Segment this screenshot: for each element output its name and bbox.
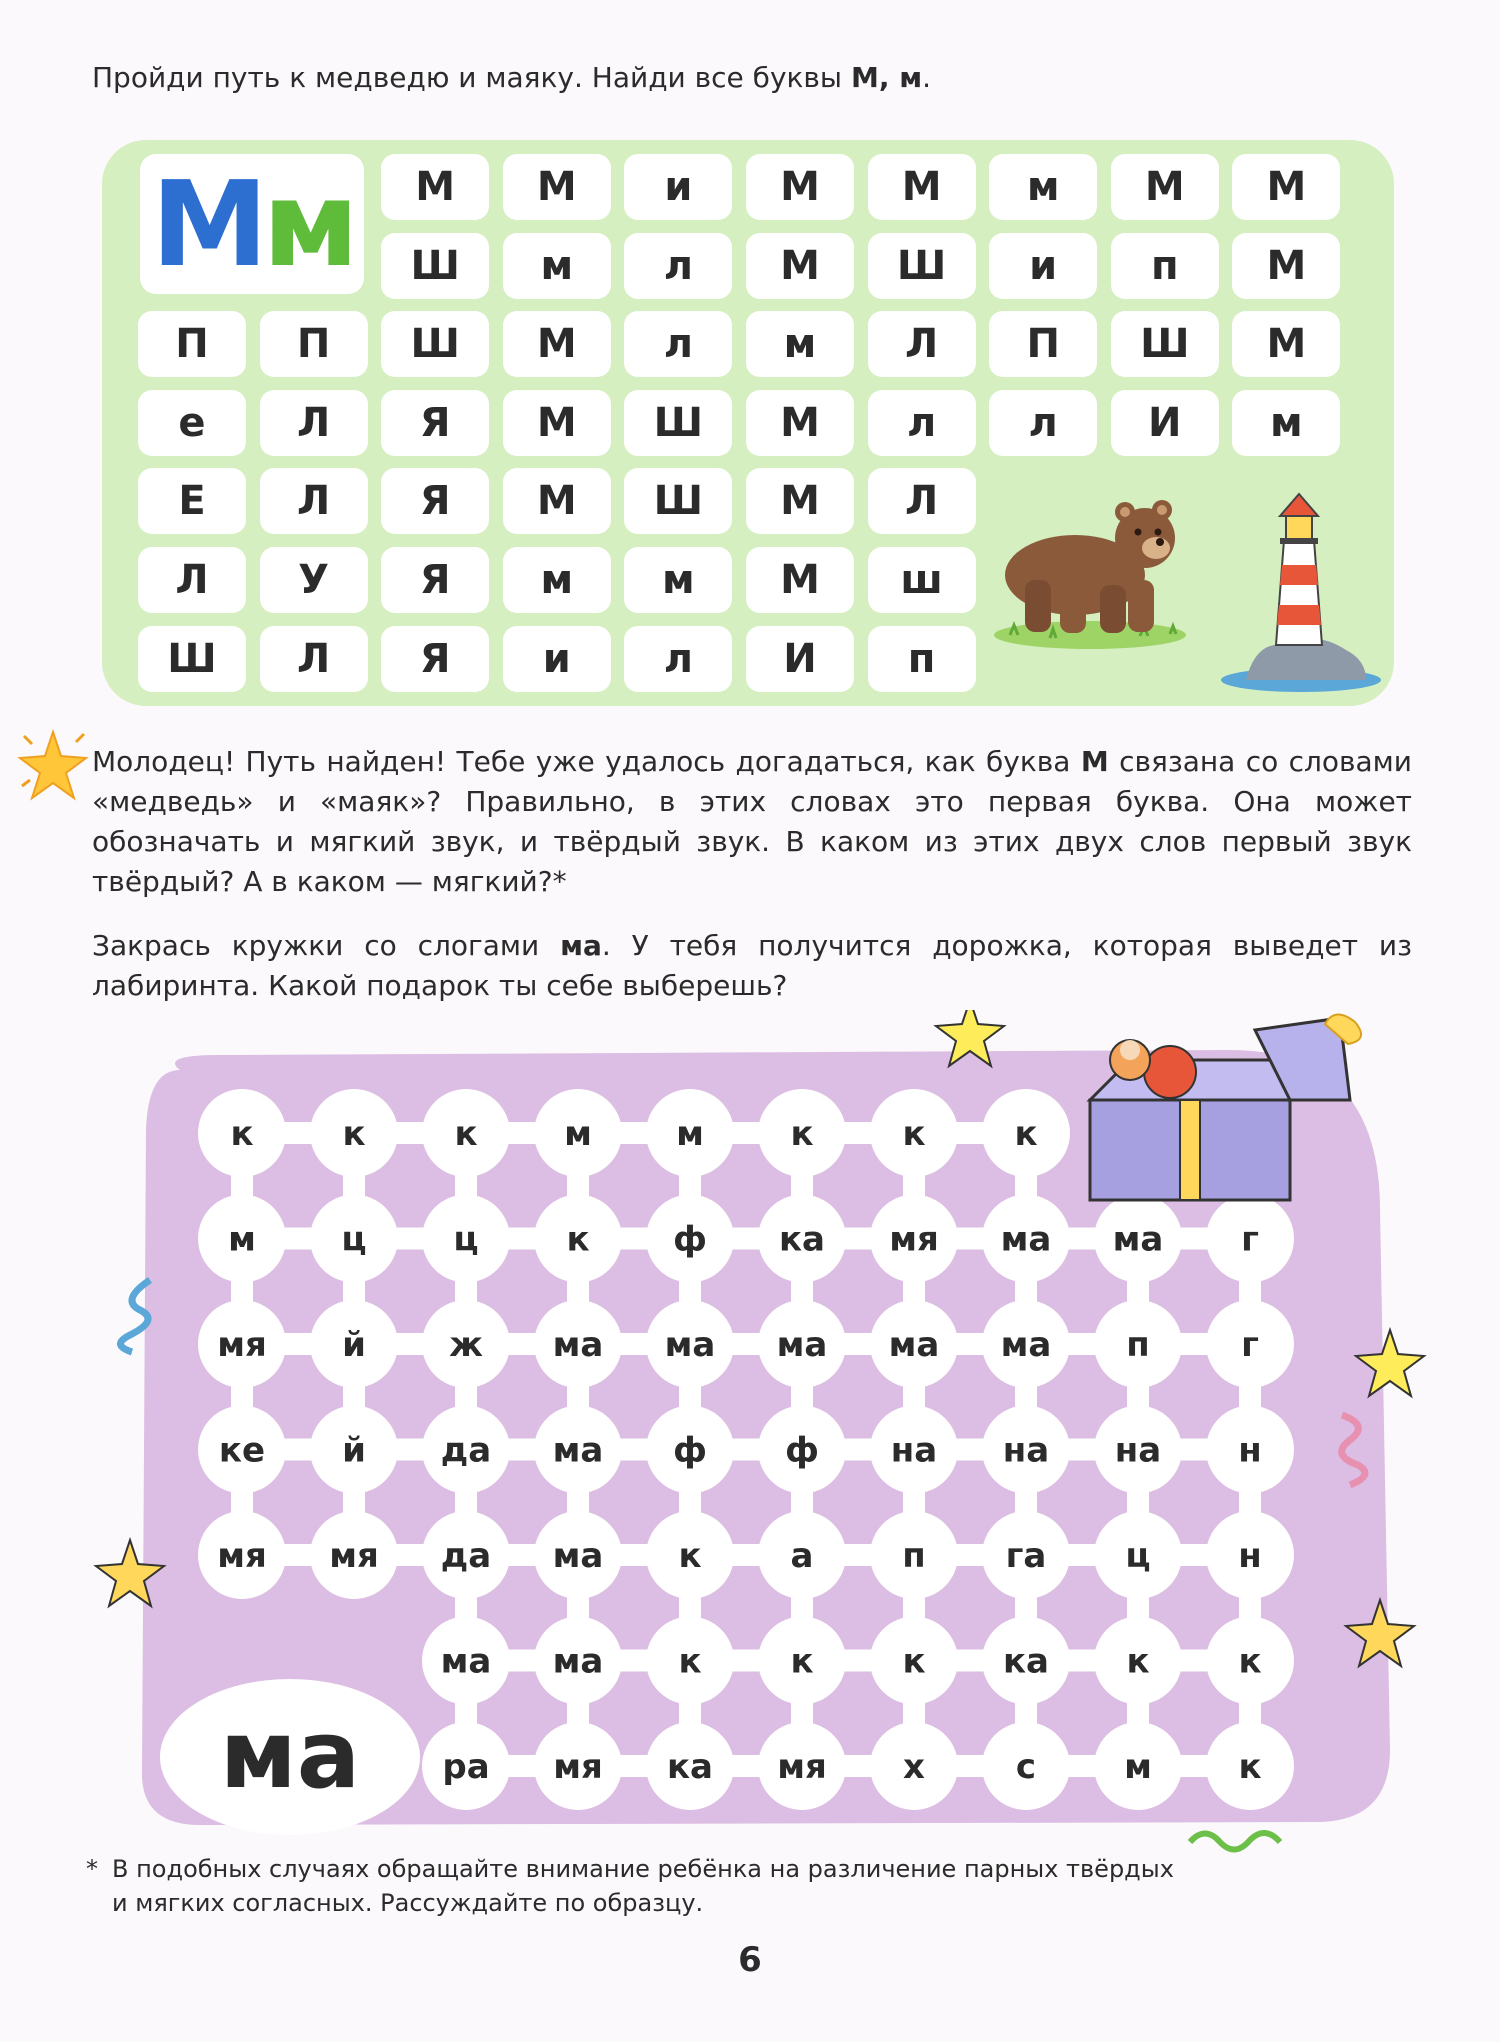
syllable-label: к bbox=[678, 1536, 702, 1576]
syllable-label: ма bbox=[552, 1536, 604, 1576]
syllable-circle[interactable] bbox=[1206, 1722, 1294, 1810]
letter-tile[interactable]: л bbox=[624, 311, 732, 377]
syllable-label: ф bbox=[673, 1219, 707, 1260]
page-number: 6 bbox=[738, 1940, 762, 1980]
syllable-label: к bbox=[1126, 1641, 1150, 1682]
letter-tile[interactable]: л bbox=[624, 233, 732, 299]
syllable-circle[interactable] bbox=[646, 1406, 734, 1494]
letter-tile[interactable]: М bbox=[381, 154, 489, 220]
syllable-label: к bbox=[454, 1114, 478, 1154]
syllable-label: г bbox=[1241, 1325, 1259, 1365]
syllable-label: м bbox=[1124, 1747, 1152, 1787]
title-letter-upper: М bbox=[151, 155, 263, 293]
syllable-label: н bbox=[1238, 1536, 1262, 1576]
syllable-circle[interactable] bbox=[1094, 1195, 1182, 1283]
syllable-circle[interactable] bbox=[982, 1617, 1070, 1705]
syllable-circle[interactable] bbox=[758, 1089, 846, 1177]
letter-tile[interactable]: л bbox=[989, 390, 1097, 456]
big-syllable-label: ма bbox=[219, 1701, 361, 1810]
syllable-circle[interactable] bbox=[1094, 1300, 1182, 1388]
letter-tile[interactable]: М bbox=[746, 468, 854, 534]
syllable-label: к bbox=[1238, 1641, 1262, 1682]
letter-tile[interactable]: М bbox=[1232, 311, 1340, 377]
letter-tile[interactable]: Ш bbox=[138, 626, 246, 692]
letter-tile[interactable]: М bbox=[503, 154, 611, 220]
syllable-label: ц bbox=[453, 1219, 479, 1260]
letter-tile[interactable]: М bbox=[1232, 233, 1340, 299]
syllable-label: м bbox=[564, 1114, 592, 1154]
syllable-circle[interactable] bbox=[422, 1089, 510, 1177]
letter-tile[interactable]: П bbox=[989, 311, 1097, 377]
syllable-label: мя bbox=[777, 1747, 827, 1787]
letter-tile[interactable]: П bbox=[260, 311, 368, 377]
syllable-circle[interactable] bbox=[310, 1089, 398, 1177]
syllable-label: с bbox=[1015, 1747, 1037, 1787]
letter-tile[interactable]: Л bbox=[138, 547, 246, 613]
syllable-circle[interactable] bbox=[870, 1300, 958, 1388]
letter-tile[interactable]: п bbox=[1111, 233, 1219, 299]
letter-tile[interactable]: л bbox=[868, 390, 976, 456]
letter-title-tile bbox=[140, 154, 364, 294]
syllable-circle[interactable] bbox=[646, 1300, 734, 1388]
syllable-label: ма bbox=[440, 1641, 492, 1682]
syllable-circle[interactable] bbox=[982, 1300, 1070, 1388]
letter-tile[interactable]: м bbox=[624, 547, 732, 613]
syllable-circle[interactable] bbox=[422, 1722, 510, 1810]
letter-tile[interactable]: М bbox=[746, 154, 854, 220]
syllable-circle[interactable] bbox=[534, 1089, 622, 1177]
syllable-circle[interactable] bbox=[1094, 1511, 1182, 1599]
syllable-label: к bbox=[230, 1114, 254, 1154]
syllable-circle[interactable] bbox=[422, 1406, 510, 1494]
syllable-label: п bbox=[1126, 1325, 1150, 1365]
syllable-circle[interactable] bbox=[198, 1300, 286, 1388]
syllable-label: мя bbox=[889, 1219, 939, 1260]
syllable-label: х bbox=[903, 1747, 925, 1787]
letter-tile[interactable]: Я bbox=[381, 626, 489, 692]
syllable-circle[interactable] bbox=[982, 1089, 1070, 1177]
letter-tile[interactable]: Ш bbox=[624, 390, 732, 456]
syllable-label: ма bbox=[1112, 1219, 1164, 1260]
letter-tile[interactable]: П bbox=[138, 311, 246, 377]
syllable-circle[interactable] bbox=[982, 1406, 1070, 1494]
syllable-label: г bbox=[1241, 1219, 1259, 1260]
syllable-circle[interactable] bbox=[758, 1406, 846, 1494]
syllable-label: ма bbox=[776, 1325, 828, 1365]
syllable-label: мя bbox=[217, 1325, 267, 1365]
syllable-label: а bbox=[790, 1536, 814, 1576]
syllable-circle[interactable] bbox=[534, 1300, 622, 1388]
syllable-circle[interactable] bbox=[1094, 1722, 1182, 1810]
syllable-circle[interactable] bbox=[198, 1089, 286, 1177]
syllable-label: к bbox=[678, 1641, 702, 1682]
letter-tile[interactable]: М bbox=[503, 468, 611, 534]
letter-tile[interactable]: М bbox=[746, 233, 854, 299]
syllable-circle[interactable] bbox=[422, 1511, 510, 1599]
letter-tile[interactable]: Л bbox=[868, 468, 976, 534]
syllable-label: й bbox=[342, 1325, 366, 1365]
syllable-label: н bbox=[1238, 1430, 1262, 1471]
letter-tile[interactable]: л bbox=[624, 626, 732, 692]
syllable-label: ка bbox=[778, 1219, 826, 1260]
letter-tile[interactable]: м bbox=[989, 154, 1097, 220]
letter-tile[interactable]: Ш bbox=[1111, 311, 1219, 377]
syllable-circle[interactable] bbox=[646, 1511, 734, 1599]
syllable-circle[interactable] bbox=[1094, 1406, 1182, 1494]
syllable-label: м bbox=[676, 1114, 704, 1154]
syllable-circle[interactable] bbox=[310, 1300, 398, 1388]
syllable-circle[interactable] bbox=[1206, 1617, 1294, 1705]
syllable-circle[interactable] bbox=[310, 1511, 398, 1599]
syllable-label: мя bbox=[553, 1747, 603, 1787]
syllable-label: к bbox=[566, 1219, 590, 1260]
syllable-circle[interactable] bbox=[422, 1617, 510, 1705]
letter-tile[interactable]: М bbox=[746, 390, 854, 456]
syllable-label: ма bbox=[1000, 1219, 1052, 1260]
syllable-circle[interactable] bbox=[646, 1195, 734, 1283]
letter-tile[interactable]: Ш bbox=[381, 233, 489, 299]
letter-tile[interactable]: и bbox=[624, 154, 732, 220]
syllable-circle[interactable] bbox=[646, 1722, 734, 1810]
syllable-label: к bbox=[790, 1641, 814, 1682]
syllable-label: ка bbox=[1002, 1641, 1050, 1682]
letter-tile[interactable]: Я bbox=[381, 468, 489, 534]
syllable-label: да bbox=[440, 1430, 492, 1471]
letter-tile[interactable]: Ш bbox=[868, 233, 976, 299]
syllable-circle[interactable] bbox=[982, 1722, 1070, 1810]
syllable-label: к bbox=[1238, 1747, 1262, 1787]
title-letter-lower: м bbox=[262, 155, 353, 293]
syllable-label: к bbox=[342, 1114, 366, 1154]
syllable-circle[interactable] bbox=[870, 1511, 958, 1599]
syllable-circle[interactable] bbox=[198, 1511, 286, 1599]
letter-tile[interactable]: п bbox=[868, 626, 976, 692]
sparkle-star-icon bbox=[14, 726, 92, 806]
syllable-circle[interactable] bbox=[310, 1195, 398, 1283]
letter-tile[interactable]: и bbox=[503, 626, 611, 692]
syllable-circle[interactable] bbox=[982, 1195, 1070, 1283]
syllable-circle[interactable] bbox=[758, 1511, 846, 1599]
syllable-label: ф bbox=[785, 1430, 819, 1471]
syllable-circle[interactable] bbox=[758, 1617, 846, 1705]
letter-tile[interactable]: М bbox=[503, 390, 611, 456]
lighthouse-icon bbox=[1206, 480, 1382, 696]
letter-tile[interactable]: М bbox=[1232, 154, 1340, 220]
syllable-label: ма bbox=[888, 1325, 940, 1365]
letter-tile[interactable]: Л bbox=[260, 468, 368, 534]
syllable-circle[interactable] bbox=[310, 1406, 398, 1494]
letter-tile[interactable]: е bbox=[138, 390, 246, 456]
letter-tile[interactable]: И bbox=[746, 626, 854, 692]
explanation-paragraph: Молодец! Путь найден! Тебе уже удалось догадаться, как буква М связана со словами «медведь» и «маяк»? Правильно, в этих словах это первая буква. Она может обозначать и мягкий звук, и твёрдый звук. В каком из этих двух слов первый звук твёрдый? А в каком — мягкий?* bbox=[92, 745, 1412, 898]
letter-tile[interactable]: У bbox=[260, 547, 368, 613]
letter-tile[interactable]: м bbox=[503, 233, 611, 299]
syllable-label: ж bbox=[449, 1325, 483, 1365]
syllable-circle[interactable] bbox=[646, 1089, 734, 1177]
syllable-label: на bbox=[890, 1430, 938, 1471]
syllable-label: ц bbox=[1125, 1536, 1151, 1576]
bear-icon bbox=[990, 480, 1190, 650]
syllable-circle[interactable] bbox=[534, 1722, 622, 1810]
syllable-label: й bbox=[342, 1430, 366, 1471]
syllable-label: к bbox=[1014, 1114, 1038, 1154]
letter-tile[interactable]: Я bbox=[381, 390, 489, 456]
letter-tile[interactable]: Ш bbox=[381, 311, 489, 377]
letter-tile[interactable]: Я bbox=[381, 547, 489, 613]
syllable-circle[interactable] bbox=[534, 1195, 622, 1283]
letter-tile[interactable]: М bbox=[503, 311, 611, 377]
syllable-circle[interactable] bbox=[758, 1195, 846, 1283]
syllable-circle[interactable] bbox=[422, 1300, 510, 1388]
syllable-circle[interactable] bbox=[982, 1511, 1070, 1599]
syllable-circle[interactable] bbox=[870, 1406, 958, 1494]
syllable-circle[interactable] bbox=[198, 1195, 286, 1283]
letter-tile[interactable]: Ш bbox=[624, 468, 732, 534]
letter-tile[interactable]: м bbox=[1232, 390, 1340, 456]
syllable-circle[interactable] bbox=[1094, 1617, 1182, 1705]
syllable-circle[interactable] bbox=[870, 1722, 958, 1810]
letter-tile[interactable]: М bbox=[1111, 154, 1219, 220]
syllable-label: м bbox=[228, 1219, 256, 1260]
syllable-label: ма bbox=[1000, 1325, 1052, 1365]
letter-tile[interactable]: м bbox=[746, 311, 854, 377]
syllable-label: ка bbox=[666, 1747, 714, 1787]
letter-tile[interactable]: м bbox=[503, 547, 611, 613]
syllable-circle[interactable] bbox=[1206, 1406, 1294, 1494]
syllable-label: ма bbox=[552, 1325, 604, 1365]
syllable-label: п bbox=[902, 1536, 926, 1576]
syllable-label: га bbox=[1005, 1536, 1047, 1576]
syllable-circle[interactable] bbox=[534, 1617, 622, 1705]
syllable-label: ц bbox=[341, 1219, 367, 1260]
syllable-label: ма bbox=[552, 1641, 604, 1682]
footnote: * В подобных случаях обращайте внимание ребёнка на различение парных твёрдых и мягких согласных. Рассуждайте по образцу. bbox=[86, 1855, 1174, 1917]
syllable-label: на bbox=[1002, 1430, 1050, 1471]
syllable-circle[interactable] bbox=[870, 1195, 958, 1283]
syllable-circle[interactable] bbox=[1206, 1195, 1294, 1283]
letter-tile[interactable]: М bbox=[868, 154, 976, 220]
syllable-circle[interactable] bbox=[646, 1617, 734, 1705]
letter-tile[interactable]: М bbox=[746, 547, 854, 613]
syllable-label: к bbox=[790, 1114, 814, 1154]
syllable-label: к bbox=[902, 1641, 926, 1682]
syllable-circle[interactable] bbox=[758, 1300, 846, 1388]
task-instruction-2: Закрась кружки со слогами ма. У тебя получится дорожка, которая выведет из лабиринта. Какой подарок ты себе выберешь? bbox=[92, 929, 1412, 1002]
syllable-circle[interactable] bbox=[1206, 1511, 1294, 1599]
syllable-circle[interactable] bbox=[198, 1406, 286, 1494]
task-instruction-1: Пройди путь к медведю и маяку. Найди все буквы М, м. bbox=[92, 61, 931, 94]
letter-tile[interactable]: Л bbox=[260, 626, 368, 692]
syllable-label: ра bbox=[442, 1747, 490, 1787]
syllable-label: мя bbox=[217, 1536, 267, 1576]
letter-tile[interactable]: и bbox=[989, 233, 1097, 299]
syllable-label: мя bbox=[329, 1536, 379, 1576]
syllable-label: к bbox=[902, 1114, 926, 1154]
letter-tile[interactable]: ш bbox=[868, 547, 976, 613]
syllable-label: ма bbox=[664, 1325, 716, 1365]
syllable-label: ф bbox=[673, 1430, 707, 1471]
syllable-circle[interactable] bbox=[758, 1722, 846, 1810]
syllable-label: да bbox=[440, 1536, 492, 1576]
syllable-circle[interactable] bbox=[1206, 1300, 1294, 1388]
ribbon-icon bbox=[1190, 1833, 1280, 1850]
syllable-circle[interactable] bbox=[534, 1406, 622, 1494]
syllable-circle[interactable] bbox=[534, 1511, 622, 1599]
syllable-circle[interactable] bbox=[870, 1089, 958, 1177]
syllable-circle[interactable] bbox=[870, 1617, 958, 1705]
letter-tile[interactable]: Е bbox=[138, 468, 246, 534]
letter-tile[interactable]: Л bbox=[260, 390, 368, 456]
syllable-label: ма bbox=[552, 1430, 604, 1471]
syllable-label: ке bbox=[218, 1430, 266, 1471]
letter-tile[interactable]: Л bbox=[868, 311, 976, 377]
syllable-label: на bbox=[1114, 1430, 1162, 1471]
syllable-circle[interactable] bbox=[422, 1195, 510, 1283]
letter-tile[interactable]: И bbox=[1111, 390, 1219, 456]
syllable-maze bbox=[80, 1010, 1440, 1870]
